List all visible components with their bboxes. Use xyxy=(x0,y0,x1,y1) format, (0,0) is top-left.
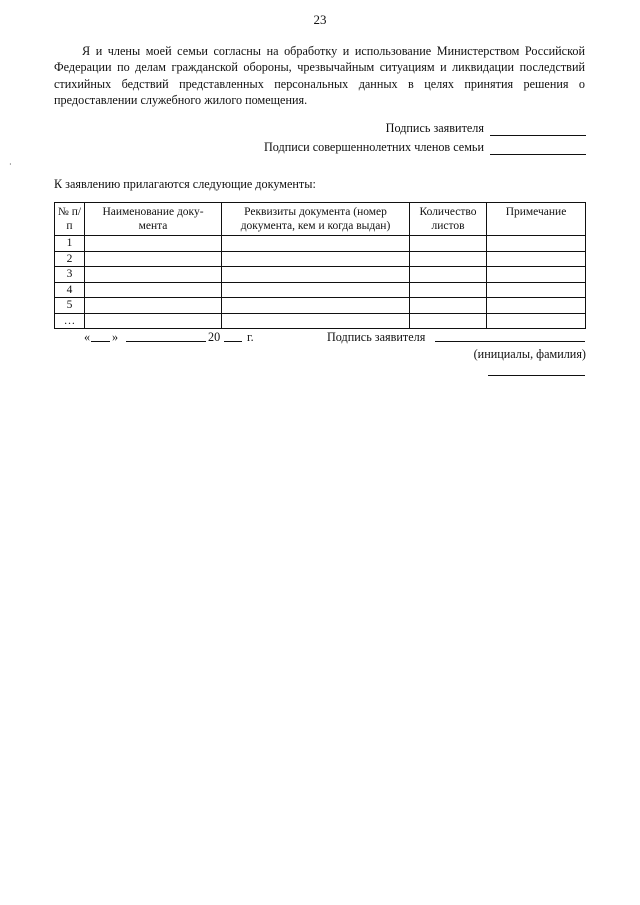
cell-note[interactable] xyxy=(487,251,586,267)
header-note: Примечание xyxy=(487,203,586,236)
cell-sheet-count[interactable] xyxy=(410,251,487,267)
applicant-signature-field[interactable] xyxy=(490,123,586,136)
header-sheet-count: Количество листов xyxy=(410,203,487,236)
cell-sheet-count[interactable] xyxy=(410,282,487,298)
row-number: 4 xyxy=(55,282,85,298)
date-day-field[interactable] xyxy=(91,330,110,342)
row-number: 1 xyxy=(55,236,85,252)
date-year-suffix: г. xyxy=(247,330,254,344)
cell-document-details[interactable] xyxy=(222,267,410,283)
table-header-row xyxy=(55,203,586,236)
header-document-name: Наименование доку- мента xyxy=(85,203,222,236)
attachments-intro: К заявлению прилагаются следующие документы: xyxy=(54,177,316,191)
cell-sheet-count[interactable] xyxy=(410,313,487,329)
cell-note[interactable] xyxy=(487,236,586,252)
page-number: 23 xyxy=(313,12,327,27)
table-row xyxy=(55,313,586,329)
row-number: 2 xyxy=(55,251,85,267)
header-number: № п/п xyxy=(55,203,85,236)
cell-note[interactable] xyxy=(487,313,586,329)
family-signature-line xyxy=(264,140,586,155)
date-year-prefix: 20 xyxy=(208,330,221,344)
applicant-signature-line xyxy=(386,121,586,136)
family-signature-field[interactable] xyxy=(490,142,586,155)
cell-sheet-count[interactable] xyxy=(410,267,487,283)
cell-note[interactable] xyxy=(487,267,586,283)
row-number: … xyxy=(55,313,85,329)
cell-document-name[interactable] xyxy=(85,251,222,267)
initials-line[interactable] xyxy=(488,375,585,376)
row-number: 5 xyxy=(55,298,85,314)
cell-document-details[interactable] xyxy=(222,236,410,252)
footer-applicant-signature-label: Подпись заявителя xyxy=(327,330,426,344)
row-number: 3 xyxy=(55,267,85,283)
family-signature-label: Подписи совершеннолетних членов семьи xyxy=(263,140,484,154)
date-month-field[interactable] xyxy=(126,330,206,342)
table-row xyxy=(55,251,586,267)
cell-document-name[interactable] xyxy=(85,282,222,298)
cell-document-details[interactable] xyxy=(222,251,410,267)
table-row xyxy=(55,298,586,314)
table-row xyxy=(55,267,586,283)
cell-document-name[interactable] xyxy=(85,313,222,329)
initials-caption: (инициалы, фамилия) xyxy=(473,347,586,361)
cell-sheet-count[interactable] xyxy=(410,298,487,314)
applicant-signature-label: Подпись заявителя xyxy=(385,121,484,135)
consent-paragraph: Я и члены моей семьи согласны на обработку и использование Министерством Российской Федерации по делам гражданской обороны, чрезвычайным ситуациям и ликвидации последствий стихийных бедствий представленных персональных данных в целях принятия решения о предоставлении служебного жилого помещения. xyxy=(54,44,585,108)
cell-document-details[interactable] xyxy=(222,298,410,314)
cell-document-details[interactable] xyxy=(222,313,410,329)
table-row xyxy=(55,282,586,298)
cell-document-details[interactable] xyxy=(222,282,410,298)
cell-sheet-count[interactable] xyxy=(410,236,487,252)
cell-document-name[interactable] xyxy=(85,298,222,314)
documents-table xyxy=(54,202,586,329)
date-signature-row xyxy=(54,330,585,346)
scan-mark: · xyxy=(9,160,12,169)
footer-applicant-signature-field[interactable] xyxy=(435,330,585,342)
cell-document-name[interactable] xyxy=(85,236,222,252)
cell-document-name[interactable] xyxy=(85,267,222,283)
table-row xyxy=(55,236,586,252)
date-open-quote: « xyxy=(84,330,91,344)
cell-note[interactable] xyxy=(487,282,586,298)
header-document-details: Реквизиты документа (номер документа, кем и когда выдан) xyxy=(222,203,410,236)
cell-note[interactable] xyxy=(487,298,586,314)
date-close-quote: » xyxy=(112,330,119,344)
date-year-field[interactable] xyxy=(224,330,242,342)
